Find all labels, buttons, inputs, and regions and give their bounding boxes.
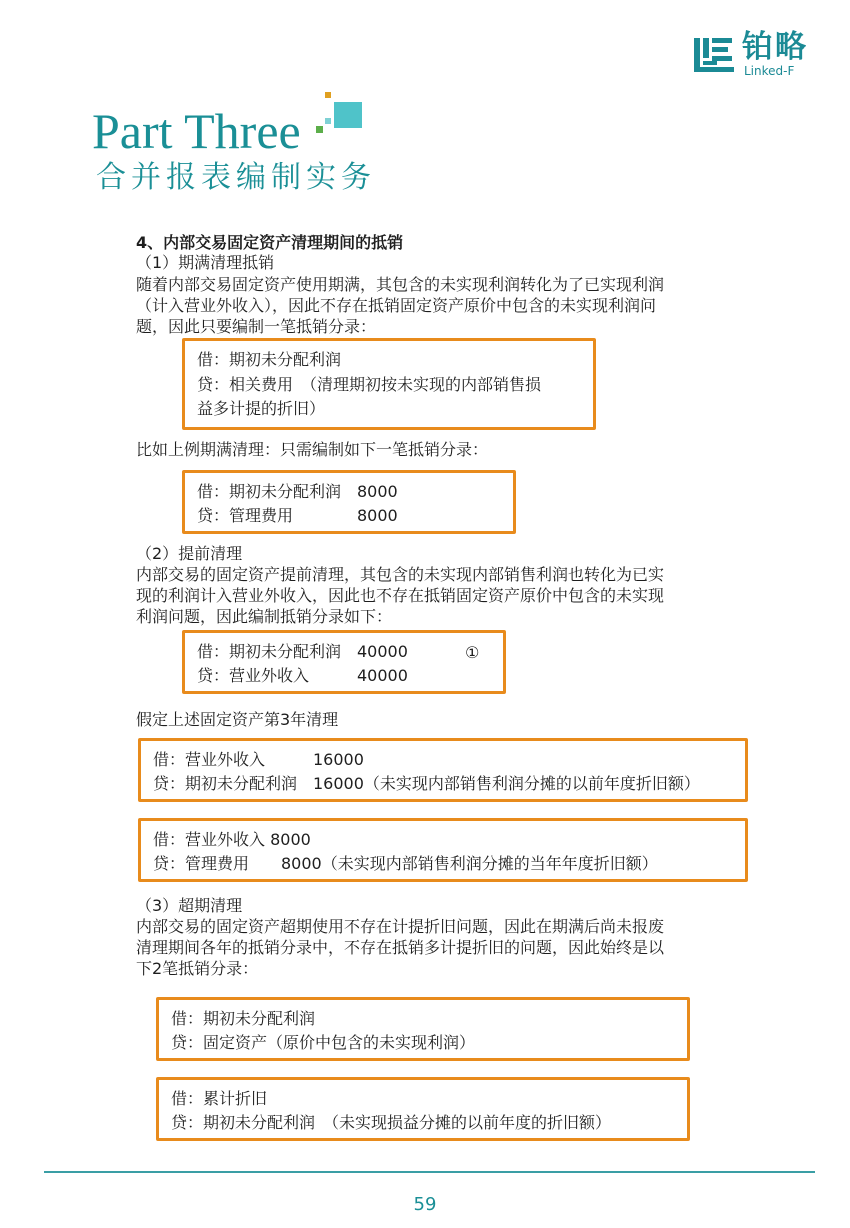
subsection-title-2: （2）提前清理 <box>136 544 243 563</box>
logo-chinese-text: 铂略 <box>742 29 808 65</box>
journal-entry-box <box>156 1077 690 1141</box>
page-number: 59 <box>413 1194 437 1215</box>
part-title: Part Three <box>92 103 301 159</box>
journal-entry-box <box>138 738 748 802</box>
entry-line-credit: 贷：营业外收入 40000 <box>197 666 408 685</box>
paragraph-line: 现的利润计入营业外收入，因此也不存在抵销固定资产原价中包含的未实现 <box>136 586 665 605</box>
assumption-text: 假定上述固定资产第3年清理 <box>136 710 339 729</box>
logo-english-text: Linked-F <box>744 64 795 78</box>
footer-divider <box>44 1171 815 1173</box>
entry-line-credit: 贷：期初未分配利润 16000（未实现内部销售利润分摊的以前年度折旧额） <box>153 774 700 793</box>
entry-line-credit: 贷：管理费用 8000（未实现内部销售利润分摊的当年年度折旧额） <box>153 854 658 873</box>
subsection-title-3: （3）超期清理 <box>136 896 243 915</box>
paragraph-line: 随着内部交易固定资产使用期满，其包含的未实现利润转化为了已实现利润 <box>136 275 665 294</box>
example-text: 比如上例期满清理：只需编制如下一笔抵销分录： <box>136 440 489 459</box>
paragraph-line: 内部交易的固定资产提前清理，其包含的未实现内部销售利润也转化为已实 <box>136 565 665 584</box>
entry-marker: ① <box>465 643 480 662</box>
paragraph-line: 下2笔抵销分录： <box>136 959 259 978</box>
brand-logo <box>694 30 814 80</box>
entry-line-debit: 借：累计折旧 <box>171 1089 268 1108</box>
paragraph-line: （计入营业外收入），因此不存在抵销固定资产原价中包含的未实现利润问 <box>136 296 657 315</box>
journal-entry-box <box>182 338 596 430</box>
entry-line-debit: 借：期初未分配利润 8000 <box>197 482 398 501</box>
entry-line-note: 益多计提的折旧） <box>197 399 326 418</box>
paragraph-line: 内部交易的固定资产超期使用不存在计提折旧问题，因此在期满后尚未报废 <box>136 917 665 936</box>
entry-line-credit: 贷：期初未分配利润 （未实现损益分摊的以前年度的折旧额） <box>171 1113 612 1132</box>
entry-line-debit: 借：营业外收入 16000 <box>153 750 364 769</box>
entry-line-credit: 贷：相关费用 （清理期初按未实现的内部销售损 <box>197 375 542 394</box>
paragraph-line: 题，因此只要编制一笔抵销分录： <box>136 317 377 336</box>
paragraph-line: 清理期间各年的抵销分录中，不存在抵销多计提折旧的问题，因此始终是以 <box>136 938 665 957</box>
decorative-squares-icon <box>316 92 366 138</box>
section-heading: 4、内部交易固定资产清理期间的抵销 <box>136 233 404 252</box>
journal-entry-box <box>182 470 516 534</box>
entry-line-credit: 贷：管理费用 8000 <box>197 506 398 525</box>
journal-entry-box <box>182 630 506 694</box>
subsection-title-1: （1）期满清理抵销 <box>136 253 275 272</box>
entry-line-debit: 借：营业外收入 8000 <box>153 830 311 849</box>
entry-line-debit: 借：期初未分配利润 <box>197 350 342 369</box>
journal-entry-box <box>138 818 748 882</box>
paragraph-line: 利润问题，因此编制抵销分录如下： <box>136 607 393 626</box>
logo-mark-icon <box>694 38 736 72</box>
part-subtitle: 合并报表编制实务 <box>96 160 376 195</box>
entry-line-debit: 借：期初未分配利润 40000 <box>197 642 408 661</box>
journal-entry-box <box>156 997 690 1061</box>
entry-line-credit: 贷：固定资产（原价中包含的未实现利润） <box>171 1033 476 1052</box>
entry-line-debit: 借：期初未分配利润 <box>171 1009 316 1028</box>
